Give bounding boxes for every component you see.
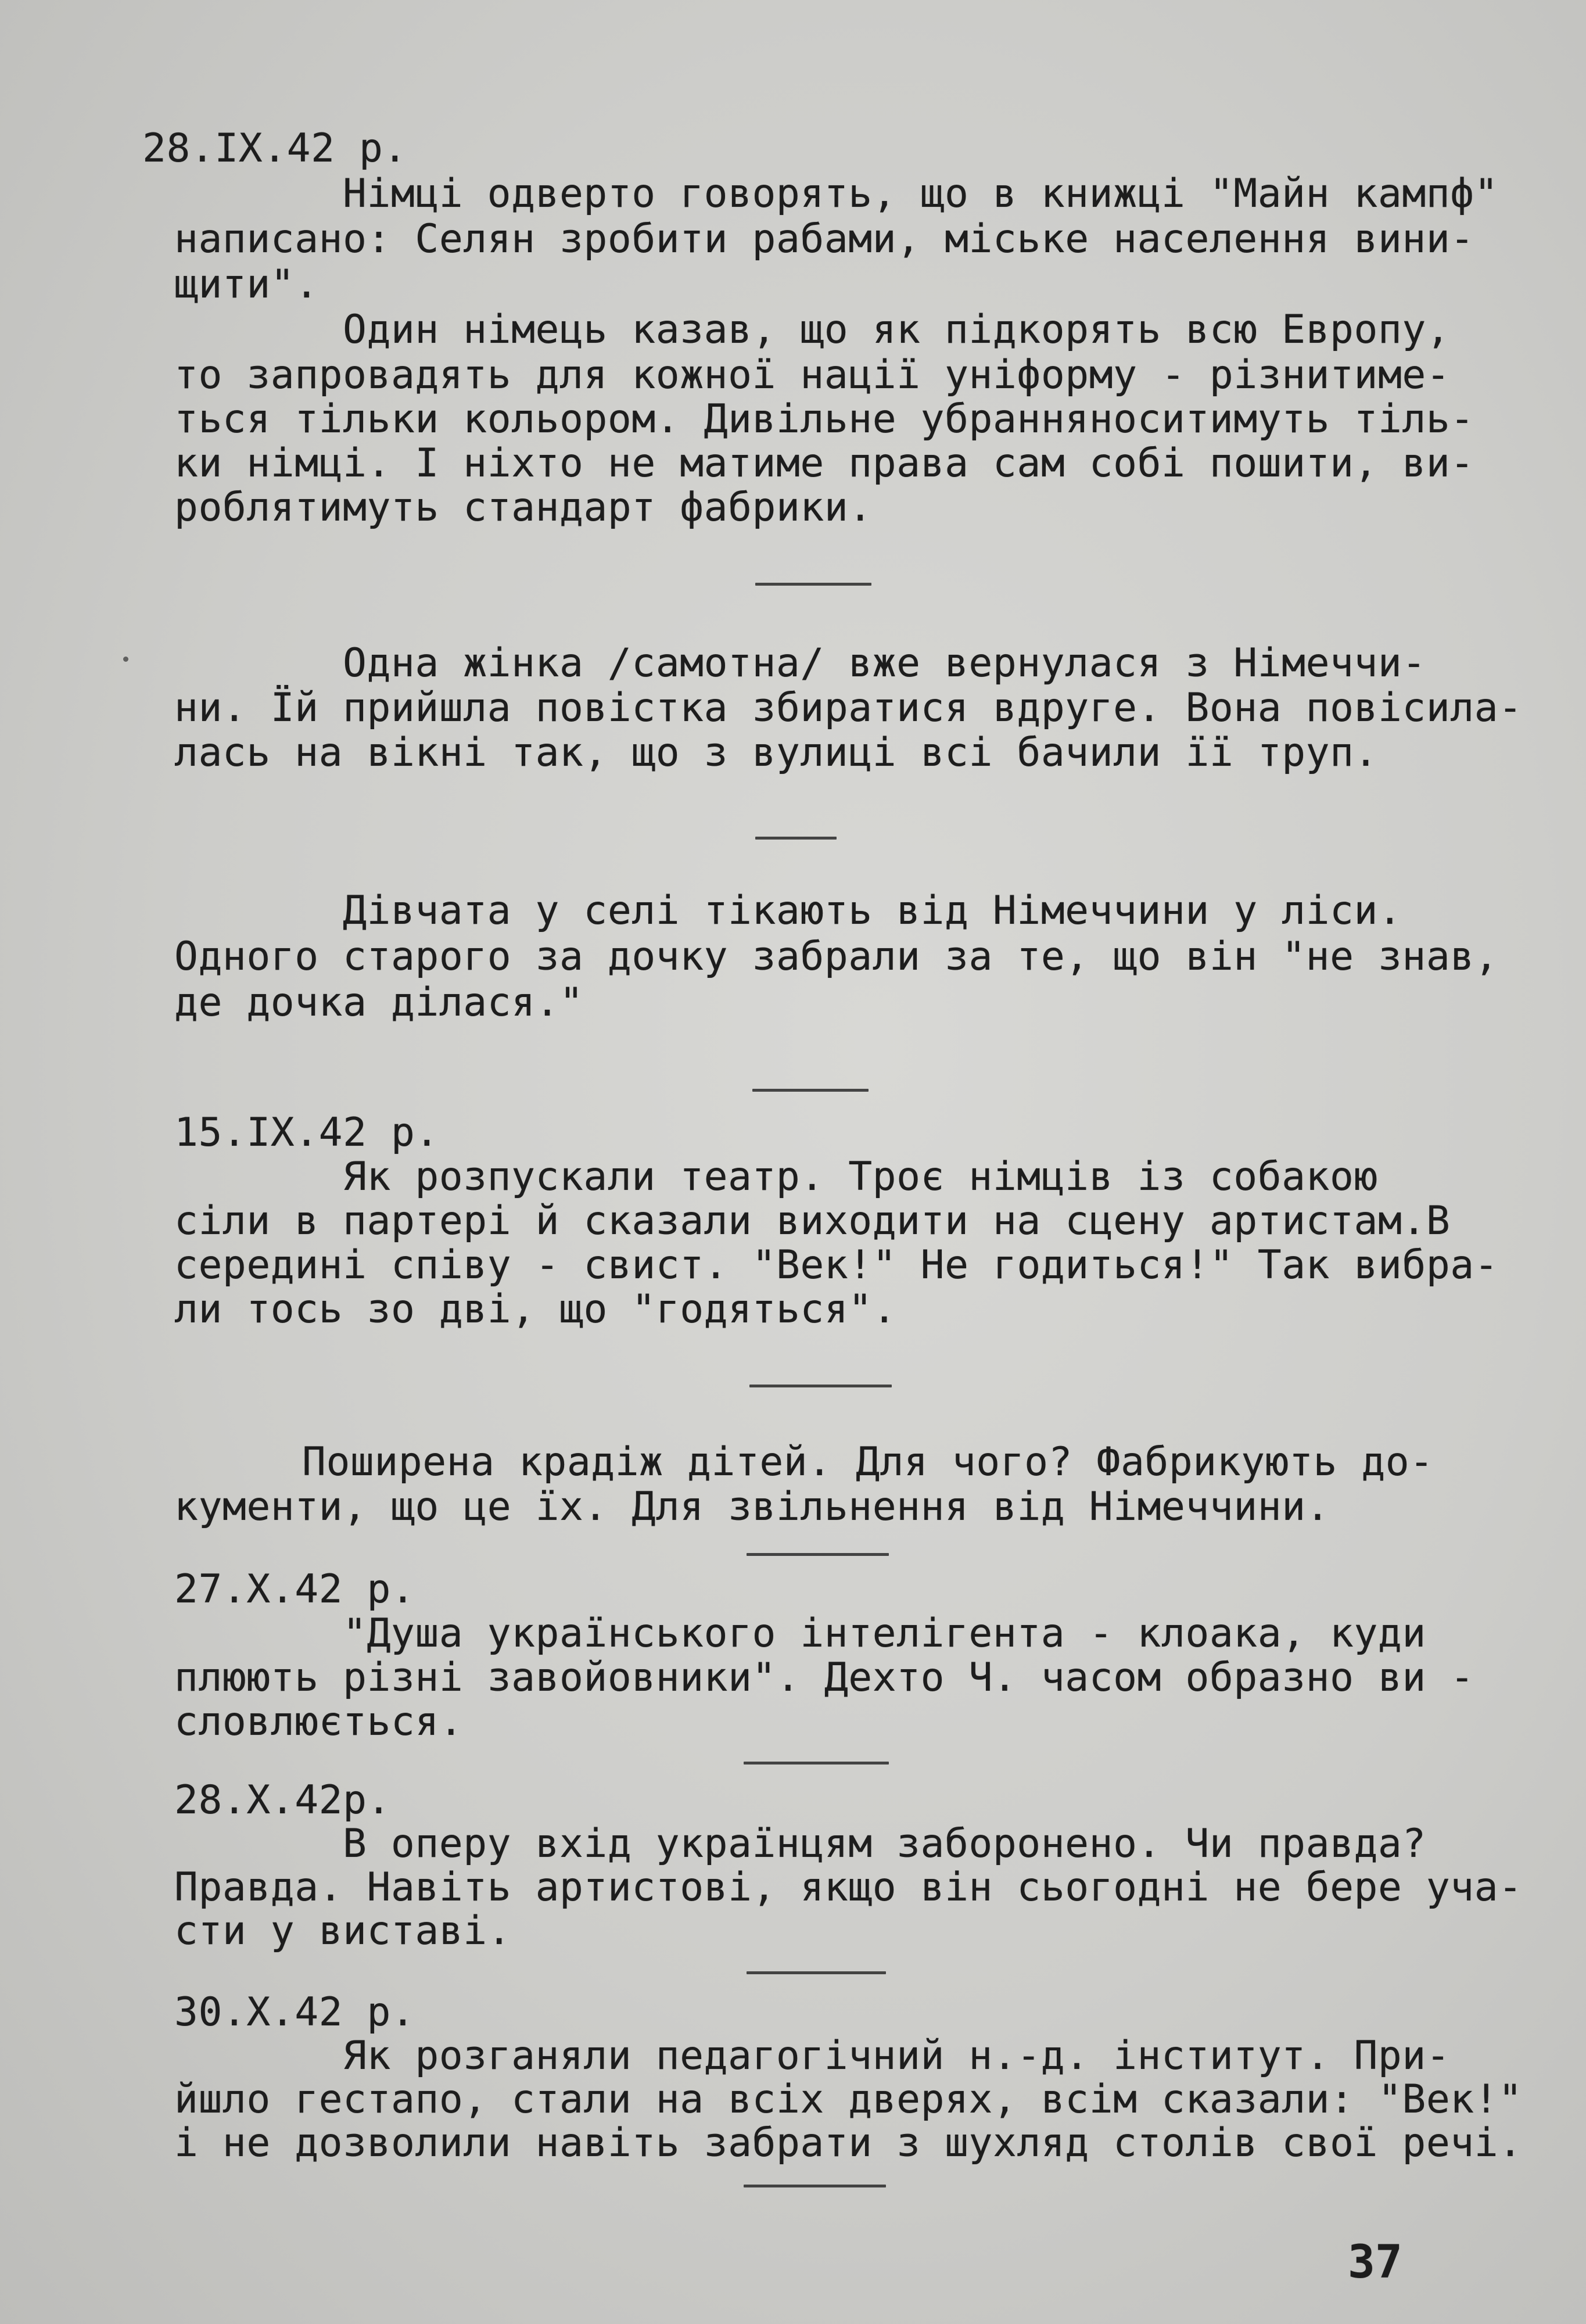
entry-date: 30.X.42 р.	[174, 1989, 415, 2035]
text-line: Поширена крадіж дітей. Для чого? Фабрикують до-	[302, 1439, 1434, 1485]
text-line: то запровадять для кожної нації уніформу - різнитиме-	[174, 352, 1451, 398]
section-separator	[747, 1971, 886, 1974]
text-line: Одного старого за дочку забрали за те, що він "не знав,	[174, 934, 1499, 980]
text-line: Німці одверто говорять, що в книжці "Майн кампф"	[343, 171, 1499, 217]
entry-date: 15.IX.42 р.	[174, 1110, 439, 1156]
page-number: 37	[1348, 2236, 1402, 2289]
section-separator	[755, 837, 837, 840]
text-line: ки німці. І ніхто не матиме права сам собі пошити, ви-	[174, 440, 1474, 486]
text-line: Як розганяли педагогічний н.-д. інститут. При-	[343, 2033, 1451, 2079]
section-separator	[744, 2185, 886, 2187]
text-line: роблятимуть стандарт фабрики.	[174, 485, 873, 530]
text-line: кументи, що це їх. Для звільнення від Німеччини.	[174, 1484, 1330, 1530]
text-line: Один німець казав, що як підкорять всю Европу,	[343, 307, 1451, 353]
section-separator	[749, 1385, 892, 1387]
text-line: щити".	[174, 261, 319, 307]
text-line: і не дозволили навіть забрати з шухляд столів свої речі.	[174, 2120, 1523, 2166]
text-line: ться тільки кольором. Дивільне убранняноситимуть тіль-	[174, 396, 1474, 442]
text-line: В оперу вхід українцям заборонено. Чи правда?	[343, 1821, 1426, 1867]
ink-speck	[123, 657, 128, 662]
text-line: Одна жінка /самотна/ вже вернулася з Німеччи-	[343, 640, 1426, 686]
text-line: де дочка ділася."	[174, 980, 584, 1025]
text-line: Як розпускали театр. Троє німців із собакою	[343, 1154, 1378, 1200]
section-separator	[744, 1762, 889, 1764]
text-line: сіли в партері й сказали виходити на сцену артистам.В	[174, 1198, 1451, 1244]
text-line: Правда. Навіть артистові, якщо він сьогодні не бере уча-	[174, 1864, 1523, 1910]
section-separator	[747, 1553, 889, 1556]
text-line: Дівчата у селі тікають від Німеччини у ліси.	[343, 888, 1402, 934]
text-line: йшло гестапо, стали на всіх дверях, всім сказали: "Век!"	[174, 2076, 1523, 2122]
section-separator	[752, 1089, 869, 1092]
entry-date: 28.X.42р.	[174, 1777, 391, 1823]
text-line: середині співу - свист. "Век!" Не годиться!" Так вибра-	[174, 1242, 1499, 1288]
text-line: сти у виставі.	[174, 1908, 512, 1954]
text-line: словлюється.	[174, 1699, 464, 1745]
text-line: ни. Їй прийшла повістка збиратися вдруге. Вона повісила-	[174, 685, 1523, 731]
text-line: ли тось зо дві, що "годяться".	[174, 1286, 897, 1332]
text-line: плюють різні завойовники". Дехто Ч. часом образно ви -	[174, 1655, 1474, 1701]
entry-date: 28.IX.42 р.	[142, 125, 407, 171]
text-line: "Душа українського інтелігента - клоака, куди	[343, 1611, 1426, 1656]
text-line: лась на вікні так, що з вулиці всі бачили її труп.	[174, 730, 1378, 776]
entry-date: 27.X.42 р.	[174, 1566, 415, 1612]
text-line: написано: Селян зробити рабами, міське населення вини-	[174, 216, 1474, 262]
section-separator	[755, 583, 871, 586]
